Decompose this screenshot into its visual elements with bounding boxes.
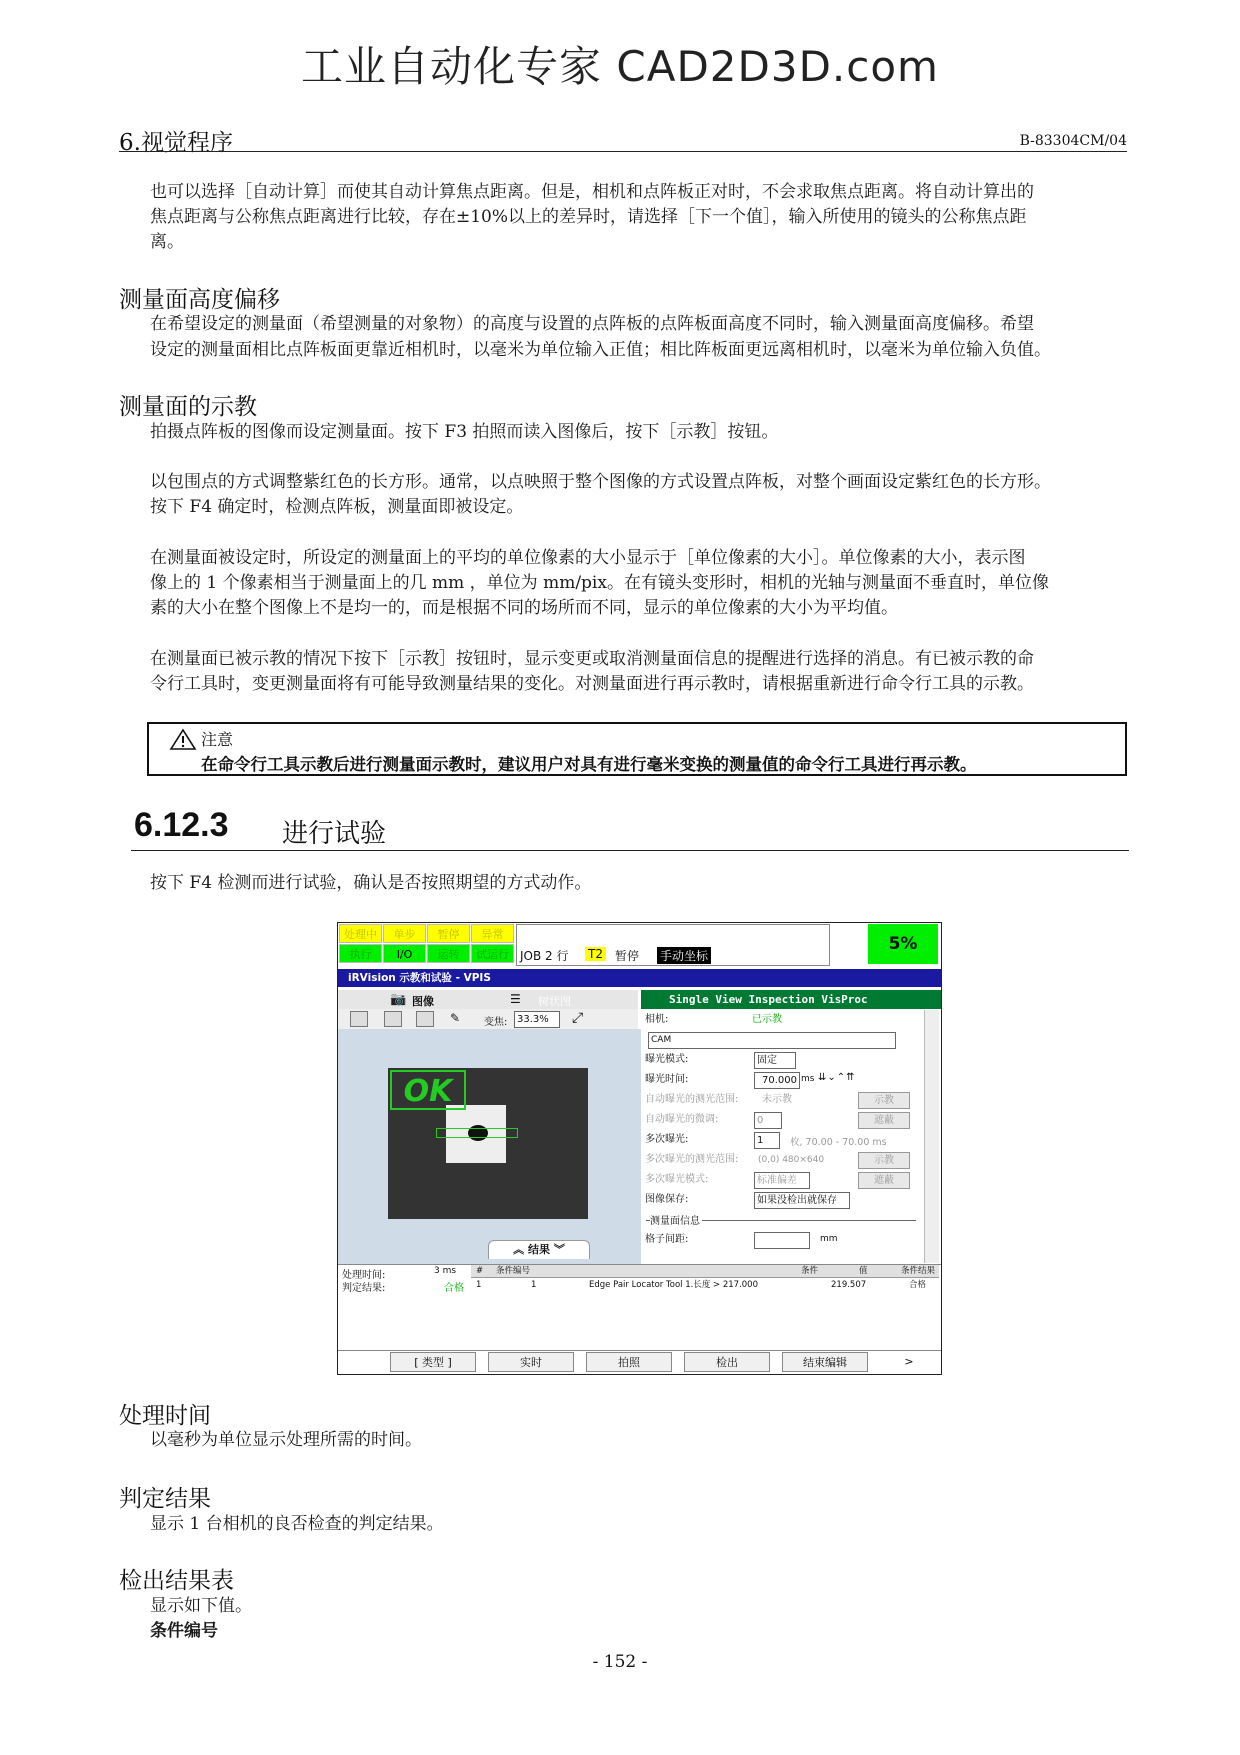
- job-line: JOB 2 行: [520, 949, 569, 963]
- fit-icon[interactable]: ⤢: [572, 1010, 584, 1026]
- status-run: 执行: [339, 944, 382, 963]
- teach-p3b: 像上的 1 个像素相当于测量面上的几 mm ，单位为 mm/pix。在有镜头变形时，相机的光轴与测量面不垂直时，单位像: [150, 573, 1049, 593]
- job-status-area: [516, 924, 830, 966]
- ok-label: OK: [390, 1070, 466, 1110]
- heading-teach: 测量面的示教: [119, 394, 257, 420]
- exposure-time-label: 曝光时间:: [645, 1074, 689, 1085]
- intro-line-2: 焦点距离与公称焦点距离进行比较，存在±10%以上的差异时，请选择［下一个值］，输入所使用的镜头的公称焦点距: [150, 207, 1027, 227]
- exposure-mode-label: 曝光模式:: [645, 1054, 689, 1065]
- camera-select[interactable]: CAM: [648, 1032, 896, 1049]
- teach-test-screen: [337, 922, 942, 1375]
- row-value: 219.507: [831, 1280, 867, 1290]
- section-intro: 按下 F4 检测而进行试验，确认是否按照期望的方式动作。: [150, 873, 592, 893]
- settings-scrollbar[interactable]: [924, 1010, 939, 1263]
- status-tryout: 试运行: [471, 944, 514, 963]
- row-result: 合格: [909, 1280, 927, 1290]
- image-save-select[interactable]: 如果没检出就保存: [754, 1192, 850, 1209]
- heading-proc-time: 处理时间: [119, 1403, 211, 1429]
- f1-type-button[interactable]: [ 类型 ]: [390, 1352, 476, 1372]
- status-step: 单步: [383, 924, 426, 943]
- grid-spacing-label: 格子间距:: [645, 1234, 689, 1245]
- row-index: 1: [476, 1280, 482, 1290]
- chapter-header: 6.视觉程序: [119, 130, 233, 156]
- next-page-button[interactable]: >: [904, 1355, 914, 1368]
- exposure-time-unit: ms: [801, 1074, 815, 1084]
- window-title: iRVision 示教和试验 - VPIS: [348, 972, 491, 984]
- f4-find-button[interactable]: 检出: [684, 1352, 770, 1372]
- teach-p3c: 素的大小在整个图像上不是均一的，而是根据不同的场所而不同，显示的单位像素的大小为平均值。: [150, 598, 898, 618]
- doc-code: B-83304CM/04: [1019, 133, 1127, 149]
- grid-icon[interactable]: [416, 1011, 434, 1027]
- multi-exp-area-label: 多次曝光的测光范围:: [645, 1154, 739, 1165]
- judge-value: 合格: [444, 1283, 464, 1294]
- section-title: 进行试验: [282, 819, 387, 849]
- proc-time-label: 处理时间:: [342, 1270, 386, 1281]
- status-io: I/O: [383, 944, 426, 963]
- caution-title: 注意: [201, 730, 234, 749]
- open-icon[interactable]: [350, 1011, 368, 1027]
- multi-exp-label: 多次曝光:: [645, 1134, 689, 1145]
- exposure-stepper-icon[interactable]: ⇊⌄⌃⇈: [818, 1072, 856, 1083]
- grid-spacing-unit: mm: [820, 1234, 838, 1244]
- tab-tree[interactable]: 树状图: [538, 995, 571, 1008]
- col-index: #: [476, 1266, 484, 1276]
- status-prod: 运转: [427, 944, 470, 963]
- proc-time-value: 3 ms: [434, 1266, 457, 1276]
- auto-exp-mask-button[interactable]: 遮蔽: [858, 1112, 910, 1129]
- collapse-up-icon: ︽: [513, 1243, 528, 1256]
- heading-offset: 测量面高度偏移: [119, 287, 280, 313]
- page-number: - 152 -: [592, 1652, 648, 1672]
- tab-visproc[interactable]: [641, 990, 941, 1009]
- left-tab-strip: [338, 990, 638, 1009]
- edge-pair-box: [436, 1128, 518, 1138]
- window-title-bar: [338, 969, 941, 987]
- exposure-time-input[interactable]: 70.000: [754, 1072, 800, 1089]
- camera-icon: 📷: [390, 992, 407, 1007]
- intro-line-3: 离。: [150, 232, 184, 252]
- multi-exp-mask-button[interactable]: 遮蔽: [858, 1172, 910, 1189]
- f2-live-button[interactable]: 实时: [488, 1352, 574, 1372]
- multi-exp-range: 枚, 70.00 - 70.00 ms: [790, 1137, 887, 1148]
- multi-exp-area-value: (0,0) 480×640: [758, 1155, 825, 1165]
- tree-icon: ☰: [510, 992, 521, 1006]
- intro-line-1: 也可以选择［自动计算］而使其自动计算焦点距离。但是，相机和点阵板正对时，不会求取焦点距离。将自动计算出的: [150, 182, 1034, 202]
- caution-text: 在命令行工具示教后进行测量面示教时，建议用户对具有进行毫米变换的测量值的命令行工具进行再示教。: [201, 755, 977, 774]
- tab-visproc-label: Single View Inspection VisProc: [669, 993, 868, 1006]
- caution-box: [147, 722, 1127, 776]
- camera-label: 相机:: [645, 1014, 669, 1025]
- grid-spacing-input[interactable]: [754, 1232, 810, 1249]
- teach-p4a: 在测量面已被示教的情况下按下［示教］按钮时，显示变更或取消测量面信息的提醒进行选择的消息。有已被示教的命: [150, 649, 1034, 669]
- multi-exp-mode-select[interactable]: 标准偏差: [754, 1172, 810, 1189]
- offset-line-1: 在希望设定的测量面（希望测量的对象物）的高度与设置的点阵板的点阵板面高度不同时，输入测量面高度偏移。希望: [150, 314, 1034, 334]
- exposure-mode-select[interactable]: 固定: [754, 1052, 796, 1069]
- auto-exp-teach-button[interactable]: 示教: [858, 1092, 910, 1109]
- teach-p1: 拍摄点阵板的图像而设定测量面。按下 F3 拍照而读入图像后，按下［示教］按钮。: [150, 422, 779, 442]
- multi-exp-select[interactable]: 1: [754, 1132, 780, 1149]
- judge-text: 显示 1 台相机的良否检查的判定结果。: [150, 1514, 444, 1534]
- result-tab[interactable]: [488, 1240, 590, 1259]
- auto-exp-area-label: 自动曝光的测光范围:: [645, 1094, 739, 1105]
- proc-time-text: 以毫秒为单位显示处理所需的时间。: [150, 1430, 422, 1450]
- status-processing: 处理中: [339, 924, 382, 943]
- pen-icon[interactable]: ✎: [450, 1011, 461, 1025]
- auto-exp-area-value: 未示教: [762, 1094, 792, 1105]
- status-fault: 异常: [471, 924, 514, 943]
- coord-label: 手动坐标: [657, 947, 711, 964]
- camera-status: 已示教: [752, 1014, 782, 1025]
- result-table-text: 显示如下值。: [150, 1596, 252, 1616]
- table-row[interactable]: [471, 1279, 939, 1291]
- t2-badge: T2: [585, 947, 606, 961]
- result-tab-label: 结果: [528, 1243, 550, 1256]
- plane-info-label: 测量面信息: [650, 1212, 702, 1227]
- row-condition: Edge Pair Locator Tool 1.长度 > 217.000: [589, 1280, 758, 1290]
- tab-image[interactable]: 图像: [412, 995, 434, 1008]
- col-result: 条件结果: [901, 1266, 936, 1276]
- teach-p3a: 在测量面被设定时，所设定的测量面上的平均的单位像素的大小显示于［单位像素的大小］。单位像素的大小，表示图: [150, 548, 1026, 568]
- multi-exp-mode-label: 多次曝光模式:: [645, 1174, 709, 1185]
- zoom-select[interactable]: 33.3%: [514, 1011, 560, 1028]
- teach-p4b: 令行工具时，变更测量面将有可能导致测量结果的变化。对测量面进行再示教时，请根据重新进行命令行工具的示教。: [150, 674, 1034, 694]
- override-percent[interactable]: 5%: [868, 924, 938, 964]
- offset-line-2: 设定的测量面相比点阵板面更靠近相机时，以毫米为单位输入正值；相比阵板面更远离相机时，以毫米为单位输入负值。: [150, 340, 1051, 360]
- judge-label: 判定结果:: [342, 1283, 386, 1294]
- status-hold: 暂停: [427, 924, 470, 943]
- header-rule: [119, 151, 1127, 152]
- auto-exp-adjust-label: 自动曝光的微调:: [645, 1114, 719, 1125]
- fkey-divider: [338, 1350, 941, 1351]
- image-toolbar: [338, 1009, 638, 1029]
- teach-p2a: 以包围点的方式调整紫红色的长方形。通常，以点映照于整个图像的方式设置点阵板，对整个画面设定紫红色的长方形。: [150, 472, 1051, 492]
- warning-icon: [169, 728, 197, 750]
- auto-exp-adjust-select[interactable]: 0: [754, 1112, 782, 1129]
- pause-label: 暂停: [615, 949, 640, 963]
- f3-snap-button[interactable]: 拍照: [586, 1352, 672, 1372]
- section-number: 6.12.3: [134, 806, 229, 844]
- save-icon[interactable]: [384, 1011, 402, 1027]
- row-cond-no: 1: [531, 1280, 537, 1290]
- result-table-sub: 条件编号: [150, 1621, 218, 1641]
- heading-judge: 判定结果: [119, 1486, 211, 1512]
- multi-exp-teach-button[interactable]: 示教: [858, 1152, 910, 1169]
- collapse-down-icon: ︾: [550, 1243, 565, 1256]
- col-condition: 条件: [801, 1266, 819, 1276]
- zoom-label: 变焦:: [484, 1017, 508, 1028]
- banner-title: 工业自动化专家 CAD2D3D.com: [301, 42, 939, 91]
- f5-end-edit-button[interactable]: 结束编辑: [782, 1352, 868, 1372]
- teach-p2b: 按下 F4 确定时，检测点阵板，测量面即被设定。: [150, 497, 524, 517]
- camera-image: [388, 1068, 588, 1219]
- image-save-label: 图像保存:: [645, 1194, 689, 1205]
- section-rule: [131, 850, 1129, 851]
- col-cond-no: 条件编号: [496, 1266, 531, 1276]
- heading-result-table: 检出结果表: [119, 1568, 234, 1594]
- col-value: 值: [859, 1266, 868, 1276]
- results-table-header: [471, 1265, 939, 1278]
